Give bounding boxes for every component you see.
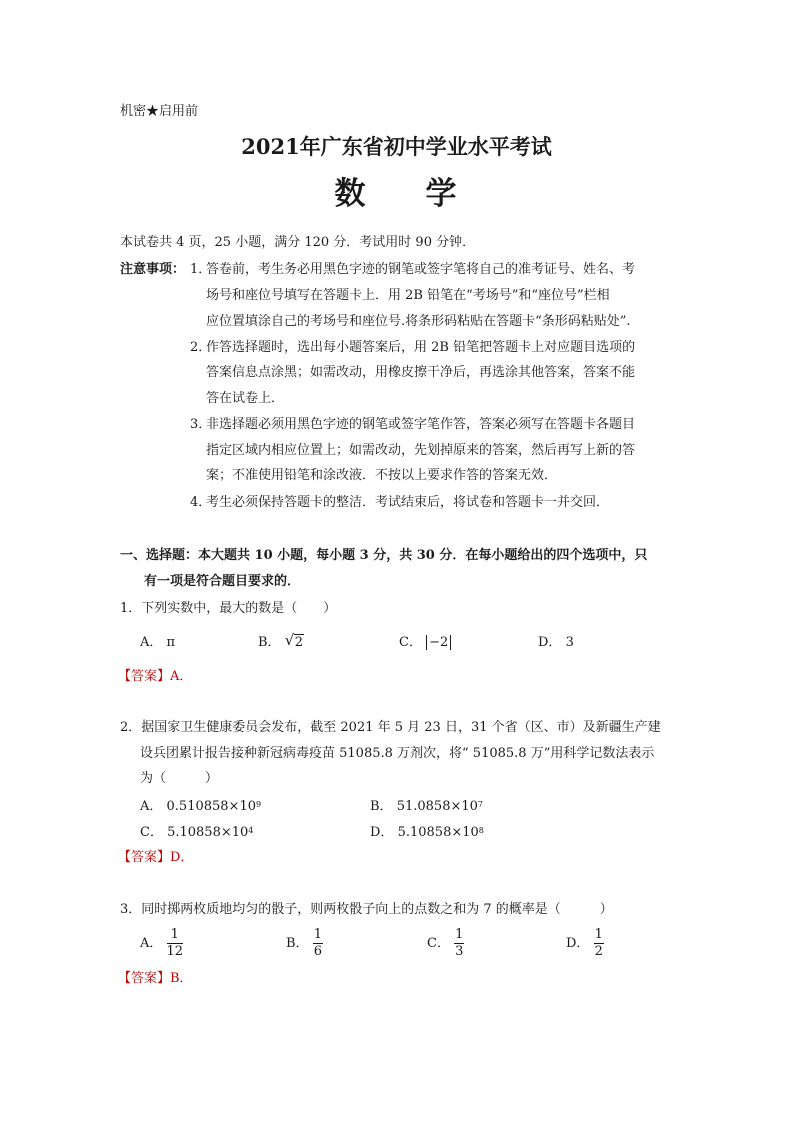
q3-option-a: A． $\frac{1}{12}$ [140, 927, 184, 959]
notice-item-4-line-1: 4． 考生必须保持答题卡的整洁．考试结束后，将试卷和答题卡一并交回． [190, 495, 610, 510]
exam-intro: 本试卷共 4 页，25 小题，满分 120 分．考试用时 90 分钟． [120, 235, 476, 250]
q2-answer: 【答案】D． [118, 850, 194, 865]
q2-option-b: B． $51.0858\times 10^7$ [370, 799, 483, 814]
q2-option-d: D． $5.10858\times 10^8$ [370, 825, 484, 840]
sqrt-symbol: √ 2 [284, 631, 303, 650]
notice-item-2-line-2: 答案信息点涂黑；如需改动，用橡皮擦干净后，再选涂其他答案，答案不能 [206, 365, 636, 380]
subject-char-2: 学 [425, 176, 459, 212]
notice-item-1-line-1: 1． 答卷前，考生务必用黑色字迹的钢笔或签字笔将自己的准考证号、姓名、考 [190, 262, 636, 277]
question-2-line-3: 为（ ） [140, 771, 219, 786]
fraction: $\frac{1}{2}$ [594, 927, 603, 959]
notice-item-2-line-3: 答在试卷上． [206, 391, 285, 406]
notice-item-1-line-2: 场号和座位号填写在答题卡上．用 2B 铅笔在“考场号”和“座位号”栏相 [206, 288, 610, 303]
confidential-label: 机密★启用前 [120, 104, 199, 119]
notice-item-2-line-1: 2． 作答选择题时，选出每小题答案后，用 2B 铅笔把答题卡上对应题目选项的 [190, 340, 636, 355]
q1-option-b: B． √ 2 [258, 631, 303, 650]
notice-item-1-line-3: 应位置填涂自己的考场号和座位号.将条形码粘贴在答题卡“条形码粘贴处”. [206, 314, 631, 329]
notice-item-3-line-3: 案；不准使用铅笔和涂改液．不按以上要求作答的答案无效． [206, 468, 558, 483]
q3-answer: 【答案】B． [118, 971, 193, 986]
notice-item-number: 1． [190, 262, 212, 277]
q1-option-d: D． 3 [538, 635, 574, 650]
question-1-stem: 1．下列实数中，最大的数是（ ） [120, 601, 337, 616]
notice-item-3-line-2: 指定区域内相应位置上；如需改动，先划掉原来的答案，然后再写上新的答 [206, 443, 636, 458]
q3-option-d: D． $\frac{1}{2}$ [566, 927, 603, 959]
subject-title [0, 168, 793, 213]
exam-title: 2021年广东省初中学业水平考试 [241, 134, 552, 159]
notice-item-number: 3． [190, 417, 212, 432]
notice-item-number: 4． [190, 495, 212, 510]
q2-option-c: C． $5.10858\times 10^4$ [140, 825, 254, 840]
notice-item-number: 2． [190, 340, 212, 355]
fraction: $\frac{1}{3}$ [455, 927, 464, 959]
q1-option-a: A． π [140, 635, 176, 650]
q1-answer: 【答案】A． [118, 669, 193, 684]
question-2-line-1: 2．据国家卫生健康委员会发布，截至 2021 年 5 月 23 日，31 个省（区、市）及新疆生产建 [120, 720, 661, 735]
section-heading-cont: 有一项是符合题目要求的． [144, 574, 301, 589]
q3-option-b: B． $\frac{1}{6}$ [286, 927, 322, 959]
q3-option-c: C． $\frac{1}{3}$ [427, 927, 464, 959]
question-3-stem: 3．同时掷两枚质地均匀的骰子，则两枚骰子向上的点数之和为 7 的概率是（ ） [120, 902, 613, 917]
fraction: $\frac{1}{6}$ [313, 927, 322, 959]
q2-option-a: A． $0.510858\times 10^9$ [140, 799, 262, 814]
notice-item-3-line-1: 3． 非选择题必须用黑色字迹的钢笔或签字笔作答，答案必须写在答题卡各题目 [190, 417, 636, 432]
section-heading: 一、选择题：本大题共 10 小题，每小题 3 分，共 30 分．在每小题给出的四个选项中，只 [120, 548, 648, 563]
fraction: $\frac{1}{12}$ [166, 927, 184, 959]
question-2-line-2: 设兵团累计报告接种新冠病毒疫苗 51085.8 万剂次，将“ 51085.8 万”用科学记数法表示 [140, 746, 655, 761]
subject-char-1: 数 [334, 176, 368, 212]
notice-label: 注意事项： [120, 262, 186, 277]
q1-option-c: C． −2 [399, 634, 451, 652]
